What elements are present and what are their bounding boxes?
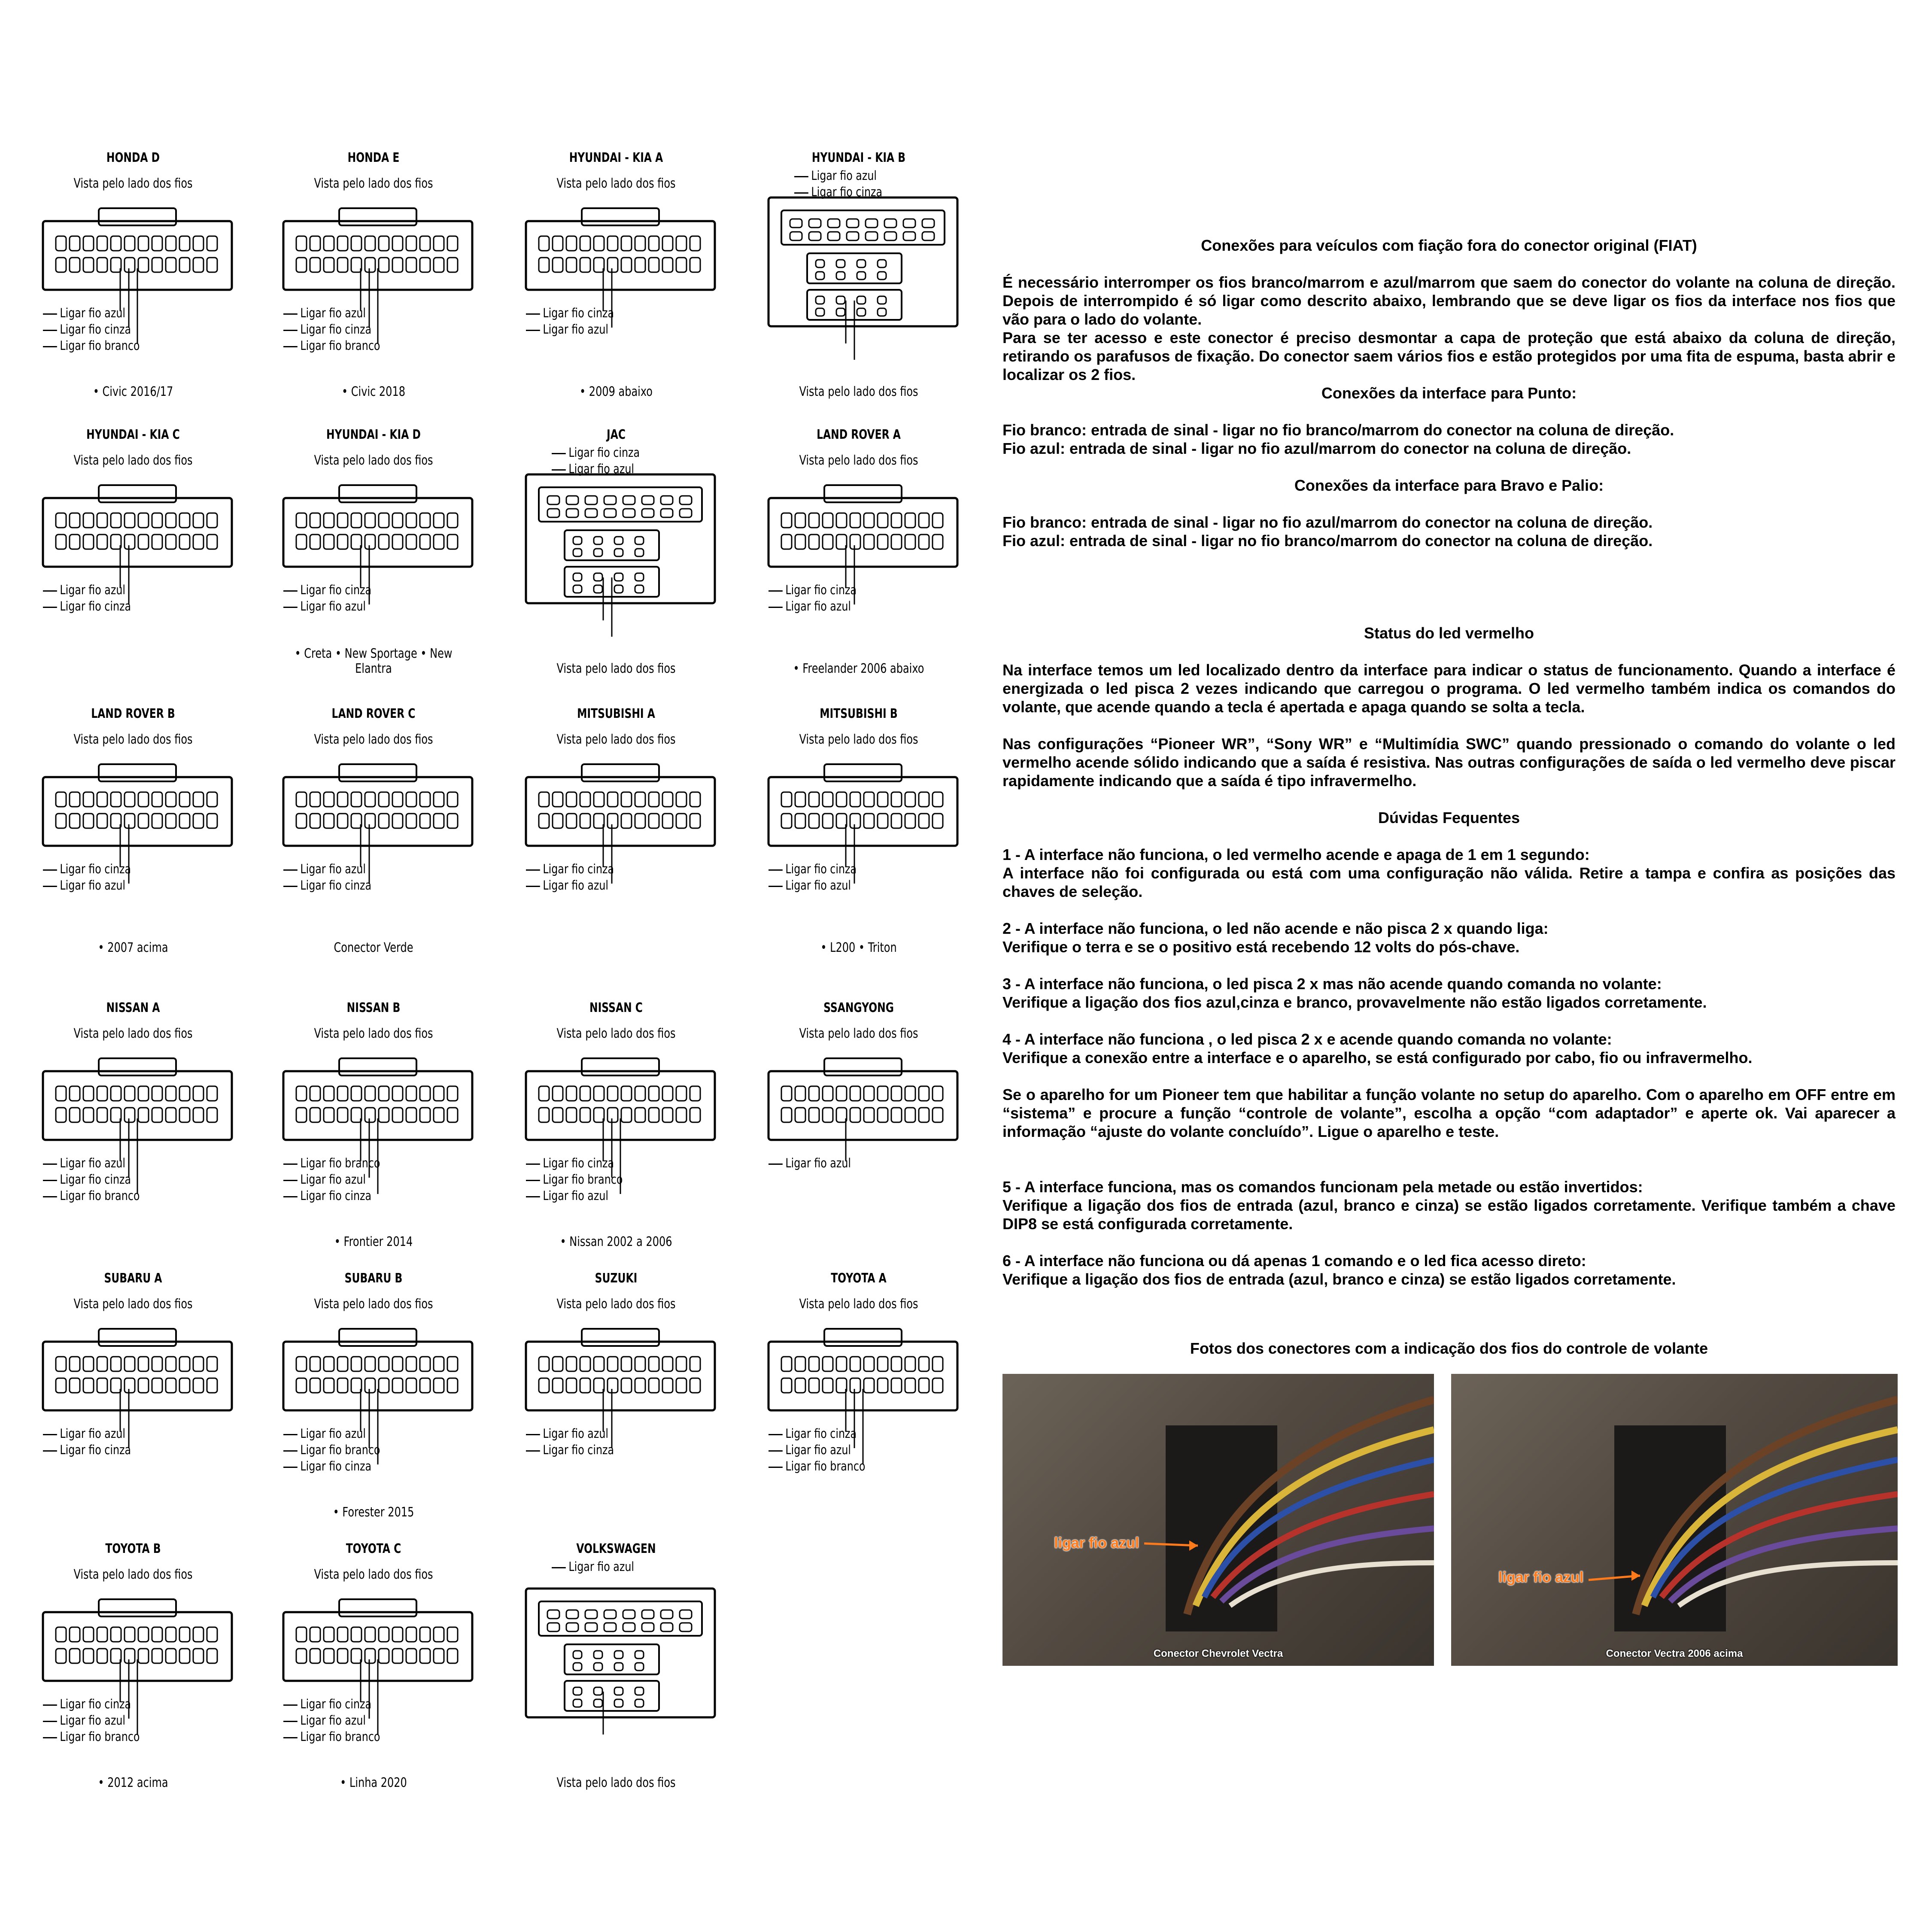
wire-label: Ligar fio cinza — [283, 1188, 445, 1204]
connector-title: LAND ROVER B — [91, 706, 175, 721]
connector-view-label: Vista pelo lado dos fios — [314, 453, 433, 468]
connector-footnote: • Forester 2015 — [333, 1505, 414, 1520]
connector-diagram — [517, 470, 723, 612]
connector-diagram — [517, 1324, 723, 1423]
wire-label: Ligar fio cinza — [283, 321, 445, 337]
connector-diagram — [760, 193, 966, 335]
punto-line-1: Fio branco: entrada de sinal - ligar no fio branco/marrom do conector na coluna de direção. — [1002, 421, 1674, 439]
connector-card — [500, 427, 732, 676]
wire-label: Ligar fio cinza — [43, 1442, 205, 1458]
connector-title: VOLKSWAGEN — [576, 1541, 656, 1556]
photo-vectra-2006 — [1451, 1374, 1898, 1666]
connector-title: TOYOTA C — [346, 1541, 401, 1556]
connector-diagram — [34, 1324, 240, 1423]
wire-label: Ligar fio branco — [283, 337, 445, 354]
connector-view-label: Vista pelo lado dos fios — [73, 732, 193, 747]
connector-view-label: Vista pelo lado dos fios — [799, 1026, 918, 1041]
connector-title: JAC — [607, 427, 626, 442]
photo-label: ligar fio azul — [1498, 1569, 1584, 1586]
connector-view-label: Vista pelo lado dos fios — [73, 176, 193, 191]
connector-footnote: • 2009 abaixo — [580, 384, 653, 399]
wire-label: Ligar fio cinza — [43, 321, 205, 337]
wire-label: Ligar fio branco — [283, 1442, 445, 1458]
wire-labels — [552, 1558, 749, 1575]
wire-labels — [769, 1155, 966, 1171]
bravo-title: Conexões da interface para Bravo e Palio: — [1294, 477, 1604, 494]
connector-view-label: Vista pelo lado dos fios — [556, 1297, 676, 1312]
wire-labels — [283, 582, 481, 614]
connector-card — [258, 706, 489, 955]
connector-title: TOYOTA A — [831, 1271, 887, 1286]
connector-view-label: Vista pelo lado dos fios — [314, 176, 433, 191]
connector-card — [258, 150, 489, 399]
wire-labels — [526, 1425, 723, 1458]
wire-label: Ligar fio azul — [769, 877, 930, 893]
wire-labels — [794, 167, 992, 200]
wire-label: Ligar fio cinza — [794, 184, 956, 200]
connector-view-label: Vista pelo lado dos fios — [799, 384, 918, 399]
wire-label: Ligar fio branco — [769, 1458, 930, 1474]
photos-title: Fotos dos conectores com a indicação dos fios do controle de volante — [1190, 1340, 1708, 1357]
connector-card — [17, 1271, 249, 1520]
wire-label: Ligar fio azul — [43, 1425, 205, 1442]
connector-card — [258, 1271, 489, 1520]
connector-card — [17, 427, 249, 676]
wire-label: Ligar fio azul — [283, 305, 445, 321]
connector-title: HONDA E — [347, 150, 400, 165]
wire-label: Ligar fio azul — [769, 1155, 930, 1171]
connector-card — [258, 427, 489, 676]
connector-diagram — [517, 760, 723, 859]
wire-labels — [43, 582, 240, 614]
wire-label: Ligar fio cinza — [43, 1696, 205, 1712]
faq-question: 4 - A interface não funciona , o led pisca 2 x e acende quando comanda no volante: — [1002, 1030, 1612, 1048]
faq-question: 1 - A interface não funciona, o led vermelho acende e apaga de 1 em 1 segundo: — [1002, 846, 1590, 863]
connector-diagram — [517, 1054, 723, 1153]
connector-diagram — [34, 481, 240, 580]
connector-title: HYUNDAI - KIA B — [811, 150, 906, 165]
connector-card — [743, 1000, 975, 1249]
wire-label: Ligar fio cinza — [43, 861, 205, 877]
wire-label: Ligar fio azul — [526, 1188, 688, 1204]
faq-answer: Verifique a ligação dos fios de entrada (azul, branco e cinza) se estão ligados corretamente. Verifique também a chave DIP8 se está configurada corretamente. — [1002, 1197, 1896, 1233]
connector-view-label: Vista pelo lado dos fios — [556, 176, 676, 191]
wire-label: Ligar fio cinza — [769, 861, 930, 877]
faq-question: 6 - A interface não funciona ou dá apenas 1 comando e o led fica acesso direto: — [1002, 1252, 1586, 1270]
connector-footnote: • Creta • New Sportage • New Elantra — [295, 646, 453, 676]
connector-footnote: • Freelander 2006 abaixo — [793, 661, 924, 676]
faq-answer: Verifique a conexão entre a interface e o aparelho, se está configurado por cabo, fio ou infravermelho. — [1002, 1049, 1753, 1066]
connector-card — [258, 1541, 489, 1790]
wire-label: Ligar fio azul — [526, 321, 688, 337]
connector-title: MITSUBISHI B — [820, 706, 898, 721]
connector-title: LAND ROVER A — [817, 427, 901, 442]
wire-bundle-image — [1002, 1374, 1434, 1666]
wire-labels — [552, 444, 749, 477]
wire-label: Ligar fio azul — [769, 1442, 930, 1458]
wire-bundle-image — [1451, 1374, 1898, 1666]
connector-view-label: Vista pelo lado dos fios — [799, 453, 918, 468]
connector-footnote: • Linha 2020 — [340, 1775, 407, 1790]
fiat-paragraph-2: Para se ter acesso e este conector é preciso desmontar a capa de proteção que está abaixo da coluna de direção, retirando os parafusos de fixação. Do conector saem vários fios e estão protegidos por uma fita de espuma, basta abrir e localizar os 2 fios. — [1002, 329, 1896, 383]
connector-diagram — [34, 1054, 240, 1153]
connector-view-label: Vista pelo lado dos fios — [314, 1567, 433, 1582]
connector-view-label: Vista pelo lado dos fios — [73, 453, 193, 468]
connector-title: HONDA D — [106, 150, 160, 165]
wire-labels — [43, 305, 240, 354]
connector-card — [743, 150, 975, 399]
connector-card — [743, 706, 975, 955]
wire-label: Ligar fio azul — [283, 1171, 445, 1188]
connector-title: HYUNDAI - KIA C — [86, 427, 180, 442]
connector-card — [17, 706, 249, 955]
wire-labels — [769, 861, 966, 893]
wire-label: Ligar fio branco — [283, 1728, 445, 1745]
connector-diagram — [760, 1054, 966, 1153]
wire-labels — [769, 1425, 966, 1474]
led-paragraph-2: Nas configurações “Pioneer WR”, “Sony WR” e “Multimídia SWC” quando pressionado o comando do volante o led vermelho acende sólido indicando que a saída é resistiva. Nas outras configurações de saída o led vermelho deve piscar rapidamente indicando que a saída é tipo infravermelho. — [1002, 735, 1896, 790]
wire-label: Ligar fio azul — [283, 861, 445, 877]
led-title: Status do led vermelho — [1364, 624, 1534, 642]
faq-list — [1002, 845, 1896, 1085]
photo-caption: Conector Vectra 2006 acima — [1606, 1648, 1743, 1659]
connector-card — [17, 1000, 249, 1249]
connector-view-label: Vista pelo lado dos fios — [556, 1026, 676, 1041]
wire-label: Ligar fio azul — [283, 598, 445, 614]
wire-label: Ligar fio cinza — [283, 1458, 445, 1474]
connector-diagram — [275, 1324, 481, 1423]
wire-labels — [283, 861, 481, 893]
wire-label: Ligar fio azul — [43, 1712, 205, 1728]
connector-title: HYUNDAI - KIA D — [326, 427, 421, 442]
connector-view-label: Vista pelo lado dos fios — [73, 1567, 193, 1582]
led-paragraph-1: Na interface temos um led localizado dentro da interface para indicar o status de funcionamento. Quando a interface é energizada o led pisca 2 vezes indicando que carregou o programa. O led vermelho também indica os comandos do volante, que acende quando a tecla é apertada e apaga quando se solta a tecla. — [1002, 661, 1896, 716]
connector-diagram — [34, 204, 240, 303]
wire-label: Ligar fio cinza — [283, 1696, 445, 1712]
wire-label: Ligar fio azul — [283, 1712, 445, 1728]
wire-label: Ligar fio azul — [43, 1155, 205, 1171]
faq-question: 3 - A interface não funciona, o led pisca 2 x mas não acende quando comanda no volante: — [1002, 975, 1662, 993]
connector-view-label: Vista pelo lado dos fios — [73, 1297, 193, 1312]
faq-answer: A interface não foi configurada ou está com uma configuração não válida. Retire a tampa e confira as posições das chaves de seleção. — [1002, 864, 1896, 900]
connector-title: NISSAN A — [106, 1000, 160, 1015]
connector-card — [500, 1271, 732, 1520]
connector-view-label: Vista pelo lado dos fios — [799, 732, 918, 747]
connector-footnote: • Nissan 2002 a 2006 — [560, 1234, 672, 1249]
connector-card — [500, 150, 732, 399]
wire-label: Ligar fio cinza — [526, 305, 688, 321]
connector-title: SSANGYONG — [823, 1000, 894, 1015]
faq-title: Dúvidas Fequentes — [1378, 809, 1520, 826]
faq-question: 2 - A interface não funciona, o led não acende e não pisca 2 x quando liga: — [1002, 920, 1549, 937]
connector-card — [743, 1271, 975, 1520]
connector-view-label: Vista pelo lado dos fios — [73, 1026, 193, 1041]
connector-view-label: Vista pelo lado dos fios — [799, 1297, 918, 1312]
wire-labels — [526, 861, 723, 893]
instructions-column — [1002, 236, 1896, 1307]
wire-labels — [769, 582, 966, 614]
wire-label: Ligar fio azul — [552, 1558, 714, 1575]
connector-footnote: • Civic 2016/17 — [93, 384, 173, 399]
connector-card — [500, 1000, 732, 1249]
connector-footnote: • Frontier 2014 — [334, 1234, 413, 1249]
bravo-line-1: Fio branco: entrada de sinal - ligar no fio azul/marrom do conector na coluna de direção. — [1002, 513, 1653, 531]
wire-label: Ligar fio azul — [526, 877, 688, 893]
punto-line-2: Fio azul: entrada de sinal - ligar no fio azul/marrom do conector na coluna de direção. — [1002, 440, 1631, 457]
faq-list-2 — [1002, 1178, 1896, 1307]
connector-diagram — [34, 1595, 240, 1694]
faq-answer: Verifique a ligação dos fios de entrada (azul, branco e cinza) se estão ligados corretamente. — [1002, 1270, 1676, 1288]
wire-labels — [43, 861, 240, 893]
wire-label: Ligar fio cinza — [526, 1442, 688, 1458]
connector-title: SUBARU A — [104, 1271, 162, 1286]
wire-label: Ligar fio cinza — [526, 861, 688, 877]
wire-label: Ligar fio cinza — [283, 582, 445, 598]
wire-label: Ligar fio azul — [769, 598, 930, 614]
connector-diagram — [760, 760, 966, 859]
connector-diagram — [275, 760, 481, 859]
wire-label: Ligar fio cinza — [552, 444, 714, 461]
connector-view-label: Vista pelo lado dos fios — [314, 1026, 433, 1041]
connector-footnote: • Civic 2018 — [342, 384, 405, 399]
wire-labels — [43, 1425, 240, 1458]
wire-label: Ligar fio cinza — [526, 1155, 688, 1171]
connector-view-label: Vista pelo lado dos fios — [314, 732, 433, 747]
wire-label: Ligar fio branco — [43, 1188, 205, 1204]
punto-title: Conexões da interface para Punto: — [1321, 384, 1577, 402]
wire-label: Ligar fio azul — [43, 582, 205, 598]
connector-title: MITSUBISHI A — [577, 706, 655, 721]
connector-footnote: • 2012 acima — [98, 1775, 168, 1790]
connector-diagram — [275, 1595, 481, 1694]
wire-label: Ligar fio azul — [43, 877, 205, 893]
photo-caption: Conector Chevrolet Vectra — [1153, 1648, 1283, 1659]
wire-labels — [283, 1425, 481, 1474]
wire-label: Ligar fio cinza — [43, 598, 205, 614]
connector-card — [17, 1541, 249, 1790]
wire-labels — [526, 1155, 723, 1204]
pioneer-paragraph: Se o aparelho for um Pioneer tem que habilitar a função volante no setup do aparelho. Com o aparelho em OFF entre em “sistema” e procure a função “controle de volante”, escolha a opção “com adaptador” e aperte ok. Vai aparecer a informação “ajuste do volante concluído”. Ligue o aparelho e teste. — [1002, 1086, 1896, 1140]
photo-label: ligar fio azul — [1054, 1535, 1139, 1551]
connector-title: TOYOTA B — [105, 1541, 161, 1556]
connector-diagram — [275, 204, 481, 303]
connector-diagram — [760, 1324, 966, 1423]
connector-title: NISSAN B — [346, 1000, 401, 1015]
wire-label: Ligar fio azul — [526, 1425, 688, 1442]
photo-chevrolet-vectra — [1002, 1374, 1434, 1666]
wire-label: Ligar fio branco — [43, 1728, 205, 1745]
connector-title: SUBARU B — [344, 1271, 403, 1286]
connector-diagram — [275, 1054, 481, 1153]
bravo-line-2: Fio azul: entrada de sinal - ligar no fio branco/marrom do conector na coluna de direção. — [1002, 532, 1653, 550]
wire-labels — [43, 1155, 240, 1204]
connector-title: HYUNDAI - KIA A — [569, 150, 663, 165]
connector-title: NISSAN C — [589, 1000, 643, 1015]
wire-label: Ligar fio cinza — [43, 1171, 205, 1188]
connector-card — [500, 1541, 732, 1790]
wire-label: Ligar fio cinza — [769, 1425, 930, 1442]
faq-question: 5 - A interface funciona, mas os comandos funcionam pela metade ou estão invertidos: — [1002, 1178, 1643, 1196]
connector-diagram — [34, 760, 240, 859]
connector-view-label: Vista pelo lado dos fios — [556, 661, 676, 676]
wire-label: Ligar fio azul — [43, 305, 205, 321]
fiat-paragraph-1: É necessário interromper os fios branco/marrom e azul/marrom que saem do conector do volante na coluna de direção. Depois de interrompido é só ligar como descrito abaixo, lembrando que se deve ligar os fios da interface nos fios que vão para o lado do volante. — [1002, 273, 1896, 328]
connector-footnote: Conector Verde — [334, 940, 413, 955]
fiat-title: Conexões para veículos com fiação fora do conector original (FIAT) — [1201, 237, 1697, 254]
connector-diagram — [275, 481, 481, 580]
faq-answer: Verifique a ligação dos fios azul,cinza e branco, provavelmente não estão ligados corretamente. — [1002, 993, 1707, 1011]
connector-card — [743, 427, 975, 676]
connector-card — [258, 1000, 489, 1249]
connector-diagram — [517, 1584, 723, 1726]
wire-label: Ligar fio cinza — [283, 877, 445, 893]
connector-footnote: • 2007 acima — [98, 940, 168, 955]
connector-title: SUZUKI — [595, 1271, 638, 1286]
wire-label: Ligar fio branco — [43, 337, 205, 354]
connector-view-label: Vista pelo lado dos fios — [556, 732, 676, 747]
faq-answer: Verifique o terra e se o positivo está recebendo 12 volts do pós-chave. — [1002, 938, 1520, 956]
wire-labels — [283, 1696, 481, 1745]
wire-labels — [526, 305, 723, 337]
wire-labels — [283, 1155, 481, 1204]
connector-view-label: Vista pelo lado dos fios — [556, 1775, 676, 1790]
wire-labels — [43, 1696, 240, 1745]
connector-diagram — [760, 481, 966, 580]
wire-labels — [283, 305, 481, 354]
connector-view-label: Vista pelo lado dos fios — [314, 1297, 433, 1312]
connector-footnote: • L200 • Triton — [820, 940, 897, 955]
connector-diagram — [517, 204, 723, 303]
wire-label: Ligar fio azul — [794, 167, 956, 184]
connector-card — [500, 706, 732, 955]
wire-label: Ligar fio azul — [283, 1425, 445, 1442]
wire-label: Ligar fio branco — [283, 1155, 445, 1171]
wire-label: Ligar fio azul — [552, 461, 714, 477]
wire-label: Ligar fio cinza — [769, 582, 930, 598]
connector-card — [17, 150, 249, 399]
wire-label: Ligar fio branco — [526, 1171, 688, 1188]
connector-title: LAND ROVER C — [331, 706, 416, 721]
